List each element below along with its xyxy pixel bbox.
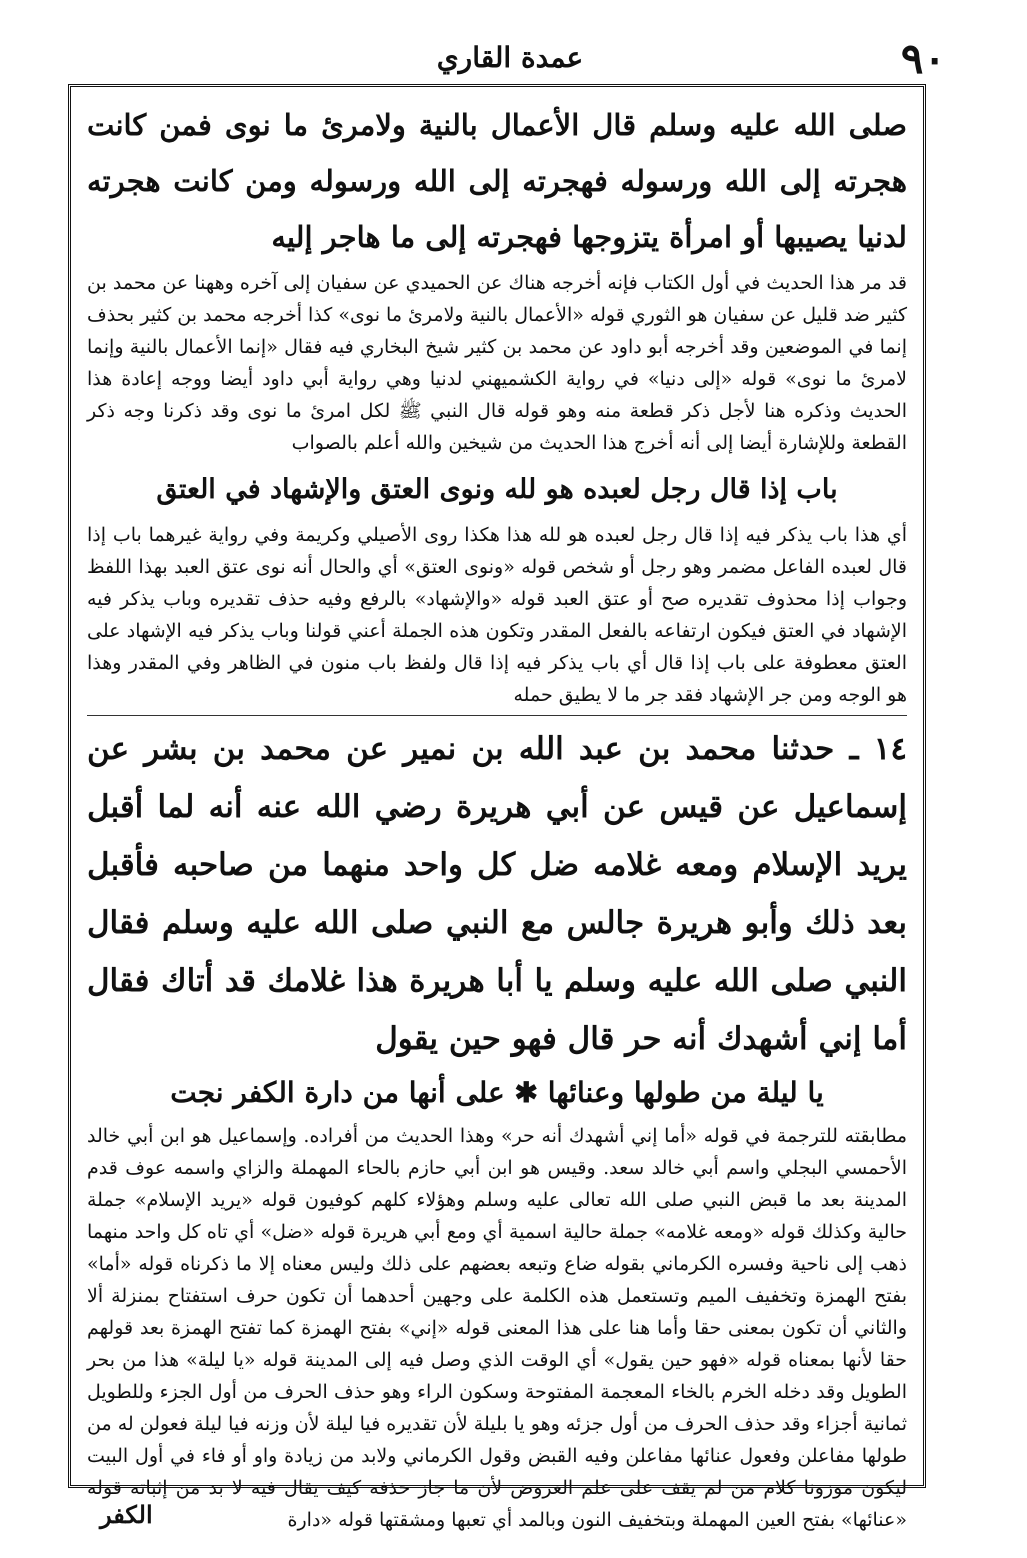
section-divider (87, 715, 907, 716)
page-header (60, 34, 960, 84)
commentary-paragraph-1: قد مر هذا الحديث في أول الكتاب فإنه أخرجه هناك عن الحميدي عن سفيان إلى آخره وههنا عن محمد بن كثير ضد قليل عن سفيان هو الثوري قوله «الأعمال بالنية ولامرئ ما نوى» كذا أخرجه محمد بن كثير بحذف إنما في الموضعين وقد أخرجه أبو داود عن محمد بن كثير شيخ البخاري فيه فقال «إنما الأعمال بالنية وإنما لامرئ ما نوى» قوله «إلى دنيا» في رواية الكشميهني لدنيا وهي رواية أبي داود أيضا ووجه إعادة هذا الحديث وذكره هنا لأجل ذكر قطعة منه وهو قوله قال النبي ﷺ لكل امرئ ما نوى وقد ذكرنا وجه ذكر القطعة وللإشارة أيضا إلى أنه أخرج هذا الحديث من شيخين والله أعلم بالصواب (87, 272, 907, 454)
chapter-heading: باب إذا قال رجل لعبده هو لله ونوى العتق والإشهاد في العتق (156, 474, 838, 505)
page-number: ٩٠ (900, 34, 946, 83)
page-frame (68, 84, 926, 1531)
commentary-paragraph-3: مطابقته للترجمة في قوله «أما إني أشهدك أنه حر» وهذا الحديث من أفراده. وإسماعيل هو ابن أبي خالد الأحمسي البجلي واسم أبي خالد سعد. وقيس هو ابن أبي حازم بالحاء المهملة والزاي واسمه عوف قدم المدينة بعد ما قبض النبي صلى الله تعالى عليه وسلم وهؤلاء كلهم كوفيون قوله «يريد الإسلام» جملة حالية وكذلك قوله «ومعه غلامه» جملة حالية اسمية أي ومع أبي هريرة قوله «ضل» أي تاه كل واحد منهما ذهب إلى ناحية وفسره الكرماني بقوله ضاع وتبعه بعضهم على ذلك وليس معناه إلا ما ذكرناه قوله «أما» بفتح الهمزة وتخفيف الميم وتستعمل هذه الكلمة على وجهين أحدهما أن تكون حرف استفتاح بمنزلة ألا والثاني أن تكون بمعنى حقا وأما هنا على هذا المعنى قوله «إني» بفتح الهمزة كما تفتح الهمزة بعد قولهم حقا لأنها بمعناه قوله «فهو حين يقول» أي الوقت الذي وصل فيه إلى المدينة قوله «يا ليلة» هذا من بحر الطويل وقد دخله الخرم بالخاء المعجمة المفتوحة وسكون الراء وهو حذف الحرف من أول الجزء وللطويل ثمانية أجزاء وقد حذف الحرف من أول جزئه وهو يا بليلة لأن تقديره فيا ليلة لأن وزنه فيا ليلة فعولن له من طولها مفاعلن وفعول عنائها مفاعلن وفيه القبض وقول الكرماني ولابد من زيادة واو أو فاء في أول البيت ليكون موزونا كلام من لم يقف على علم العروض لأن ما جاز حذفه كيف يقال فيه لا بد من إثباته قوله «عنائها» بفتح العين المهملة وبتخفيف النون وبالمد أي تعبها ومشقتها قوله «دارة (87, 1125, 907, 1531)
poetry-verse: يا ليلة من طولها وعنائها ✱ على أنها من دارة الكفر نجت (170, 1076, 824, 1109)
catchword: الكفر (100, 1500, 153, 1529)
book-title: عمدة القاري (436, 41, 584, 74)
commentary-paragraph-2: أي هذا باب يذكر فيه إذا قال رجل لعبده هو لله هذا هكذا روى الأصيلي وكريمة وفي رواية غيرهما باب إذا قال لعبده الفاعل مضمر وهو رجل أو شخص قوله «ونوى العتق» أي والحال أنه نوى عتق العبد بهذا اللفظ وجواب إذا محذوف تقديره صح أو عتق العبد قوله «والإشهاد» بالرفع وفيه حذف تقديره وباب يذكر فيه الإشهاد في العتق فيكون ارتفاعه بالفعل المقدر وتكون هذه الجملة أعني قولنا وباب يذكر فيه الإشهاد على العتق معطوفة على باب إذا قال أي باب يذكر فيه إذا قال ولفظ باب منون في الظاهر وفي المقدر وهذا هو الوجه ومن جر الإشهاد فقد جر ما لا يطيق حمله (87, 524, 907, 706)
hadith-14-text: ١٤ ـ حدثنا محمد بن عبد الله بن نمير عن محمد بن بشر عن إسماعيل عن قيس عن أبي هريرة رضي الله عنه أنه لما أقبل يريد الإسلام ومعه غلامه ضل كل واحد منهما من صاحبه فأقبل بعد ذلك وأبو هريرة جالس مع النبي صلى الله عليه وسلم فقال النبي صلى الله عليه وسلم يا أبا هريرة هذا غلامك قد أتاك فقال أما إني أشهدك أنه حر قال فهو حين يقول (87, 731, 907, 1057)
hadith-text-top: صلى الله عليه وسلم قال الأعمال بالنية ولامرئ ما نوى فمن كانت هجرته إلى الله ورسوله فهجرته إلى الله ورسوله ومن كانت هجرته لدنيا يصيبها أو امرأة يتزوجها فهجرته إلى ما هاجر إليه (87, 108, 907, 254)
